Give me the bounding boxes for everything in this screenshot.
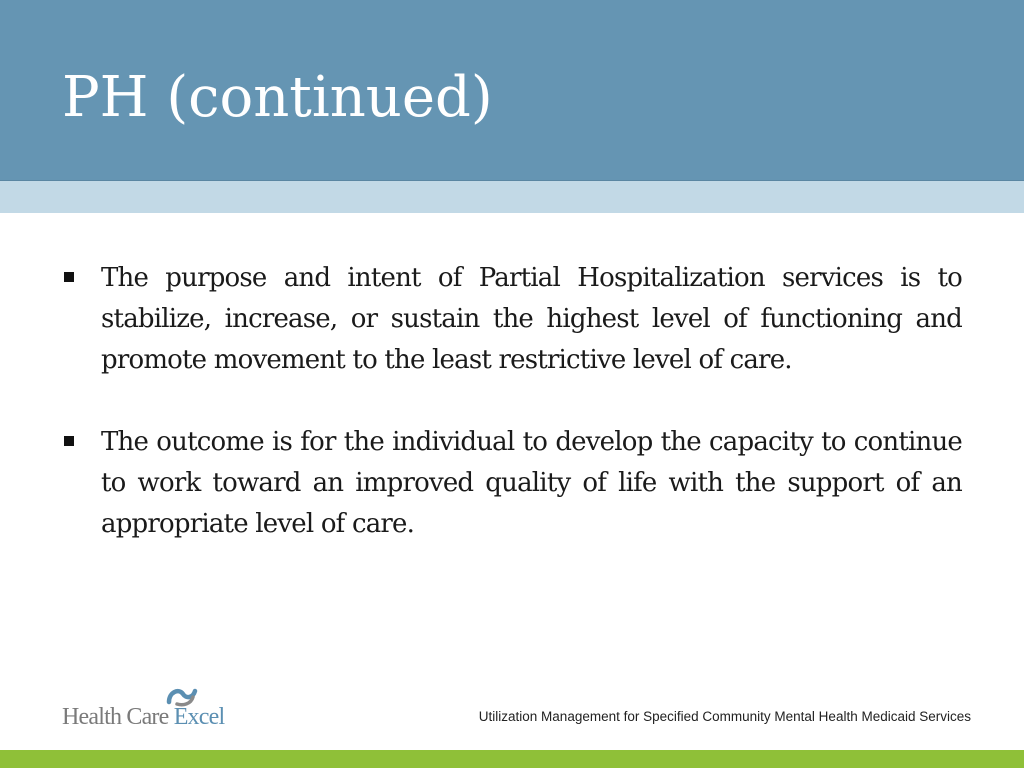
bullet-item <box>62 258 962 381</box>
footer-caption: Utilization Management for Specified Community Mental Health Medicaid Services <box>478 709 971 724</box>
square-bullet-icon <box>64 436 74 446</box>
square-bullet-icon <box>64 272 74 282</box>
health-care-excel-logo <box>62 686 262 732</box>
bottom-bar <box>0 750 1024 768</box>
slide-title: PH (continued) <box>62 65 493 130</box>
logo-wordmark <box>62 704 224 731</box>
bullet-item <box>62 422 962 545</box>
header-stripe <box>0 181 1024 213</box>
bullet-text: The purpose and intent of Partial Hospitalization services is to stabilize, increase, or sustain the highest level of functioning and promote movement to the least restrictive level of care. <box>101 263 962 375</box>
bullet-list <box>62 258 962 586</box>
logo-word-excel: Excel <box>173 704 225 730</box>
bullet-text: The outcome is for the individual to develop the capacity to continue to work toward an improved quality of life with the support of an appropriate level of care. <box>101 427 962 539</box>
logo-word-health-care: Health Care <box>62 704 169 730</box>
